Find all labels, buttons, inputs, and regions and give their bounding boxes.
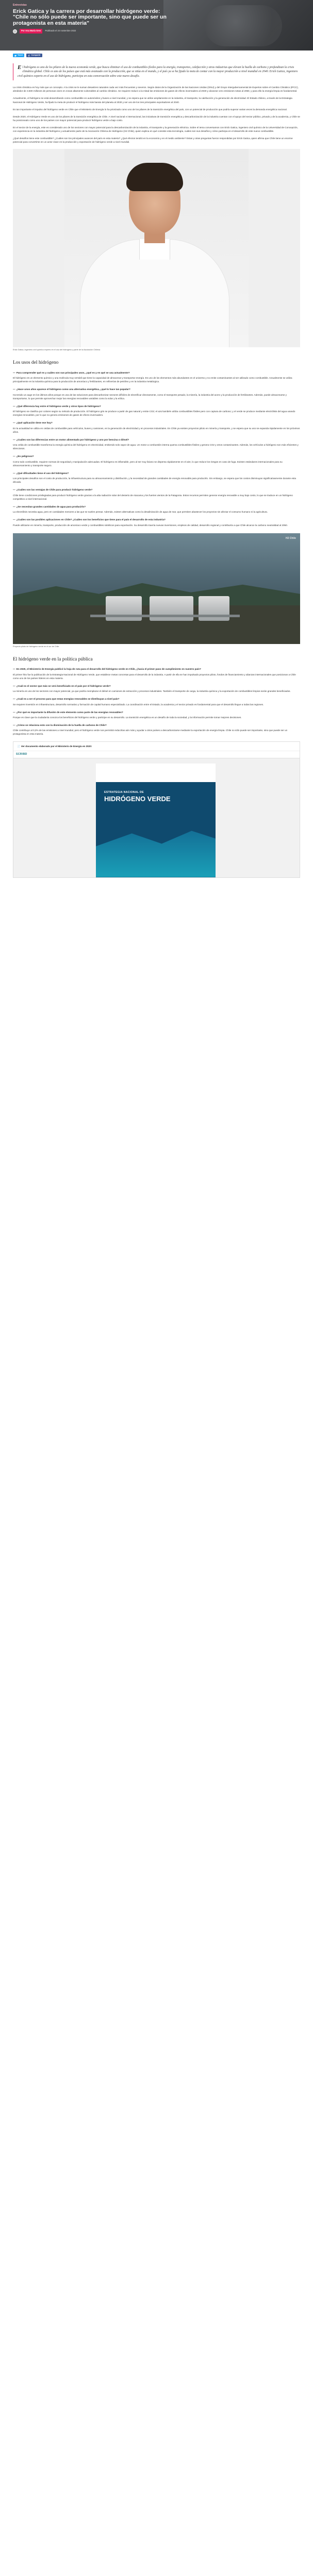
article-body (0, 63, 313, 878)
author-name[interactable]: Por Ana María Grez (20, 29, 42, 33)
share-bar (0, 50, 313, 59)
question: — ¿Se necesitan grandes cantidades de agua para producirlo? (13, 505, 300, 509)
question: — ¿Cuáles son las diferencias entre un motor alimentado por hidrógeno y uno por bencina o diésel? (13, 438, 300, 442)
portrait-illustration (75, 167, 235, 347)
question: — ¿Qué aplicación tiene ese hoy? (13, 421, 300, 425)
hero-content (13, 3, 168, 33)
qa-item (13, 454, 300, 467)
body-paragraph: ¿Qué desafíos tiene este combustible? ¿Cuáles son los principales avances del país en esta materia? ¿Qué efectos tendrá en la economía y en el medio ambiente? Estas y otras preguntas fueron respondidas por Erick Gatica, quien afirma que Chile tiene un enorme potencial para convertirse en un actor clave en la producción y exportación de hidrógeno verde a nivel mundial. (13, 137, 293, 144)
section-heading: El hidrógeno verde en la política pública (13, 656, 93, 662)
question: — Para comprender qué es y cuáles son sus principales usos, ¿qué es y en qué se usa actualmente? (13, 371, 300, 375)
question: — ¿Es peligroso? (13, 454, 300, 458)
photo-caption: Erick Gatica, ingeniero civil químico experto en el uso del hidrógeno y parte de la Asociación Chilena (13, 349, 101, 351)
hydrogen-plant-photo (13, 533, 300, 644)
qa-item (13, 471, 300, 484)
answer: El hidrógeno es un elemento químico y una molécula muy versátil que tiene la capacidad de almacenar y transportar energía. Es uno de los elementos más abundantes en el universo y no emite contaminantes al ser utilizado como combustible. Actualmente se utiliza principalmente en la industria química para la producción de amoníaco y fertilizantes, en refinerías de petróleo y en la industria metalúrgica. (13, 377, 292, 383)
qa-item (13, 723, 300, 736)
answer: El hidrógeno se clasifica por colores según su método de producción. El hidrógeno gris se produce a partir de gas natural y emite CO2; el azul también utiliza combustibles fósiles pero con captura de carbono; y el verde se produce mediante electrólisis del agua usando energías renovables, por lo que no genera emisiones de gases de efecto invernadero. (13, 410, 295, 417)
document-viewer[interactable] (13, 751, 300, 877)
document-cover-title (104, 791, 171, 803)
question: — ¿Cuáles son las posibles aplicaciones en Chile? ¿Cuáles son los beneficios que tiene para el país el desarrollo de esta industria? (13, 518, 300, 521)
article-meta (13, 29, 168, 33)
embedded-document (13, 741, 300, 878)
body-paragraph: Desde 2020, el Hidrógeno Verde es uno de los pilares de la transición energética de Chile. A nivel nacional e internacional, las iniciativas de transición energética y descarbonización de la industria cuentan con el apoyo del sector público, privado y de la academia, y Chile se ha posicionado como uno de los países con mayor potencial para producir hidrógeno verde a bajo costo. (13, 115, 300, 122)
body-paragraph: En el sector de la energía, este es considerado uno de los sectores con mayor potencial para la descarbonización de la industria, el transporte y la generación eléctrica. Sobre el tema conversamos con Erick Gatica, ingeniero civil químico de la Universidad de Concepción, con experiencia en la industria del hidrógeno y actualmente parte de la Asociación Chilena de Hidrógeno (H2 Chile), quien explica en qué consiste esta tecnología, cuáles son sus desafíos y cómo participa en el desarrollo de este nuevo combustible. (13, 126, 298, 133)
article-hero (0, 0, 313, 50)
question: — ¿Cuál es a ser el proceso para que estas energías renovables se distribuyan a nivel país? (13, 697, 300, 701)
twitter-share-label: Tweet (18, 54, 23, 56)
photo-background-left (13, 149, 64, 347)
photo-watermark: H2 Chile (285, 536, 296, 540)
qa-item (13, 438, 300, 451)
question: — ¿Qué dificultades tiene el uso del hidrógeno? (13, 471, 300, 475)
body-paragraph: La crisis climática es hoy más que un concepto. A la crisis se le suman desastres naturales cada vez más frecuentes y severos. Según datos de la Organización de las Naciones Unidas (ONU) y del Grupo Intergubernamental de Expertos sobre el Cambio Climático (IPCC), alrededor de 3.600 millones de personas viven en zonas altamente vulnerables al cambio climático. Se requiere reducir a la mitad las emisiones de gases de efecto invernadero al 2030 y alcanzar cero emisiones netas al 2050, y para ello la energía limpia es fundamental. (13, 86, 299, 93)
question: — ¿Qué diferencia hay entre el hidrógeno verde y otros tipos de hidrógeno? (13, 404, 300, 408)
answer: En la actualidad se utiliza en celdas de combustible para vehículos, buses y camiones, en la generación de electricidad y en procesos industriales. En Chile ya existen proyectos piloto en minería y transporte, y se espera que su uso se expanda rápidamente en los próximos años. (13, 427, 300, 433)
category-link[interactable]: Entrevistas (13, 4, 27, 7)
photo-background-right (249, 149, 300, 347)
publish-date: Publicado el 24 noviembre 2022 (45, 29, 76, 32)
answer: Puede utilizarse en minería, transporte, producción de amoníaco verde y combustibles sintéticos para exportación. Su desarrollo traería nuevas inversiones, empleos de calidad, desarrollo regional y contribuiría a que Chile alcance la carbono neutralidad al 2050. (13, 523, 288, 527)
article-lead: El hidrógeno es uno de los pilares de la nueva economía verde, que busca eliminar el uso de combustibles fósiles para la energía, transportes, calefacción y otras industrias que elevan la huella de carbono y profundizan la crisis climática global. Chile es uno de los países que está más avanzado con la producción, que se sitúa en el mundo, y el país ya se ha fijado la meta de contar con la mayor producción a nivel mundial en 2040. Erick Gatica, ingeniero civil químico experto en el uso de hidrógeno, participa en esta conversación sobre este nuevo desafío. (13, 63, 300, 80)
question: — ¿Cuáles son las ventajas de Chile para producir hidrógeno verde? (13, 488, 300, 492)
answer: Los principales desafíos son el costo de producción, la infraestructura para su almacenamiento y distribución, y la necesidad de grandes cantidades de energía renovable para producirlo. Sin embargo, se espera que los costos disminuyan significativamente durante esta década. (13, 477, 296, 484)
answer: Como todo combustible, requiere normas de seguridad y manipulación adecuadas. El hidrógeno es inflamable, pero al ser muy liviano se dispersa rápidamente en el aire, lo que reduce los riesgos en caso de fuga. Existen estándares internacionales para su almacenamiento y transporte seguro. (13, 460, 283, 467)
answer: La electrólisis necesita agua, pero en cantidades menores a las que se suelen pensar. Además, existen alternativas como la desalinización de agua de mar, que permiten abastecer los proyectos sin afectar el consumo humano ni la agricultura. (13, 511, 268, 514)
qa-item (13, 488, 300, 501)
answer: Se requiere inversión en infraestructura, desarrollo normativo y formación de capital humano especializado. La coordinación entre el Estado, la academia y el sector privado es fundamental para que el desarrollo llegue a todas las regiones. (13, 703, 264, 706)
answer: El primer hito fue la publicación de la Estrategia Nacional de Hidrógeno Verde, que establece metas concretas para el desarrollo de la industria. A partir de ella se han impulsado proyectos piloto, fondos de financiamiento y alianzas internacionales que posicionan a Chile como uno de los países líderes en esta materia. (13, 673, 296, 680)
answer: La minería es uno de los sectores con mayor potencial, ya que podría reemplazar el diésel en camiones de extracción y procesos industriales. También el transporte de carga, la industria química y la exportación de combustibles limpios serán grandes beneficiados. (13, 690, 291, 693)
qa-item (13, 371, 300, 384)
facebook-share-label: Compartir (31, 54, 41, 56)
question: — ¿Cuál es el sector que más se verá beneficiado en el país por el hidrógeno verde? (13, 684, 300, 688)
facebook-share-button[interactable] (26, 54, 42, 57)
viewer-toolbar (13, 751, 300, 758)
answer: Ha tenido un auge en los últimos años porque es una de las soluciones para descarbonizar sectores difíciles de electrificar directamente, como el transporte pesado, la minería, la industria del acero y la producción de fertilizantes. Además, puede almacenarse y transportarse, lo que permite aprovechar mejor las energías renovables variables como la solar y la eólica. (13, 393, 287, 400)
qa-item (13, 404, 300, 417)
question: — ¿Cómo se relaciona esto con la disminución de la huella de carbono de Chile? (13, 723, 300, 727)
qa-item (13, 421, 300, 434)
qa-item (13, 387, 300, 400)
document-cover[interactable] (96, 764, 216, 877)
qa-item (13, 505, 300, 514)
question: — En 2020, el Ministerio de Energía publicó la hoja de ruta para el desarrollo del hidrógeno verde en Chile, ¿hacia el primer paso de cumplimiento en nuestro país? (13, 667, 300, 671)
pipeline (90, 615, 240, 617)
interviewee-photo (13, 149, 300, 347)
answer: Porque es clave que la ciudadanía conozca los beneficios del hidrógeno verde y participe en su desarrollo. La transición energética es un desafío de toda la sociedad, y la información permite tomar mejores decisiones. (13, 716, 242, 719)
author-avatar (13, 29, 17, 33)
article-title: Erick Gatica y la carrera por desarrollar hidrógeno verde: "Chile no sólo puede ser importante, sino que puede ser un protagonista en esta materia" (13, 8, 167, 26)
body-paragraph: Es tan importante el impulso del hidrógeno verde en Chile que el Ministerio de Energía lo ha priorizado como uno de los pilares de la transición energética del país, con un potencial de producción que podría superar varias veces la demanda energética nacional. (13, 108, 287, 111)
photo-caption: Proyecto piloto de hidrógeno verde en el sur de Chile (13, 645, 59, 648)
qa-item (13, 710, 300, 719)
answer: Una celda de combustible transforma la energía química del hidrógeno en electricidad, emitiendo solo vapor de agua. Un motor a combustión interna quema combustibles fósiles y genera CO2 y otros contaminantes. Además, los vehículos a hidrógeno son más eficientes y silenciosos. (13, 444, 299, 450)
cover-subtitle: ESTRATEGIA NACIONAL DE (104, 790, 144, 794)
qa-item (13, 697, 300, 706)
qa-item (13, 667, 300, 680)
question: — ¿Hace unos años aparece el hidrógeno como una alternativa energética, ¿qué lo hace tan popular? (13, 387, 300, 391)
hero-portrait-shape (205, 5, 282, 46)
qa-item (13, 518, 300, 527)
twitter-icon (14, 55, 17, 57)
scribd-logo[interactable]: SCRIBD (16, 753, 27, 756)
section-heading: Los usos del hidrógeno (13, 360, 59, 366)
twitter-share-button[interactable] (13, 54, 24, 57)
cover-title: HIDRÓGENO VERDE (104, 794, 171, 803)
qa-item (13, 684, 300, 693)
answer: Chile tiene condiciones privilegiadas para producir hidrógeno verde gracias a la alta radiación solar del desierto de Atacama y los fuertes vientos de la Patagonia. Estos recursos permiten generar energía renovable a muy bajo costo, lo que se traduce en un hidrógeno competitivo a nivel internacional. (13, 494, 293, 500)
body-paragraph: Actualmente, el hidrógeno se está desarrollando como combustible en automóviles y buses a nivel mundial, y se espera que se utilice ampliamente en la industria, el transporte, la calefacción y la generación de electricidad. El Estado chileno, a través de la Estrategia Nacional de Hidrógeno Verde, ha fijado la meta de producir el hidrógeno más barato del planeta al 2030 y ser uno de los tres principales exportadores al 2040. (13, 97, 292, 104)
answer: Chile contribuye al 0,3% de las emisiones a nivel mundial, pero el hidrógeno verde nos permitirá reducirlas aún más y ayudar a otros países a descarbonizarse mediante la exportación de energía limpia. Chile no sólo puede ser importante, sino que puede ser un protagonista en esta materia. (13, 729, 288, 736)
document-heading: 📄 Ver documento elaborado por el Ministerio de Energía en 2020: (13, 742, 300, 751)
facebook-icon (28, 55, 30, 57)
question: — ¿Por qué es importante la difusión de este elemento como parte de las energías renovables? (13, 710, 300, 714)
